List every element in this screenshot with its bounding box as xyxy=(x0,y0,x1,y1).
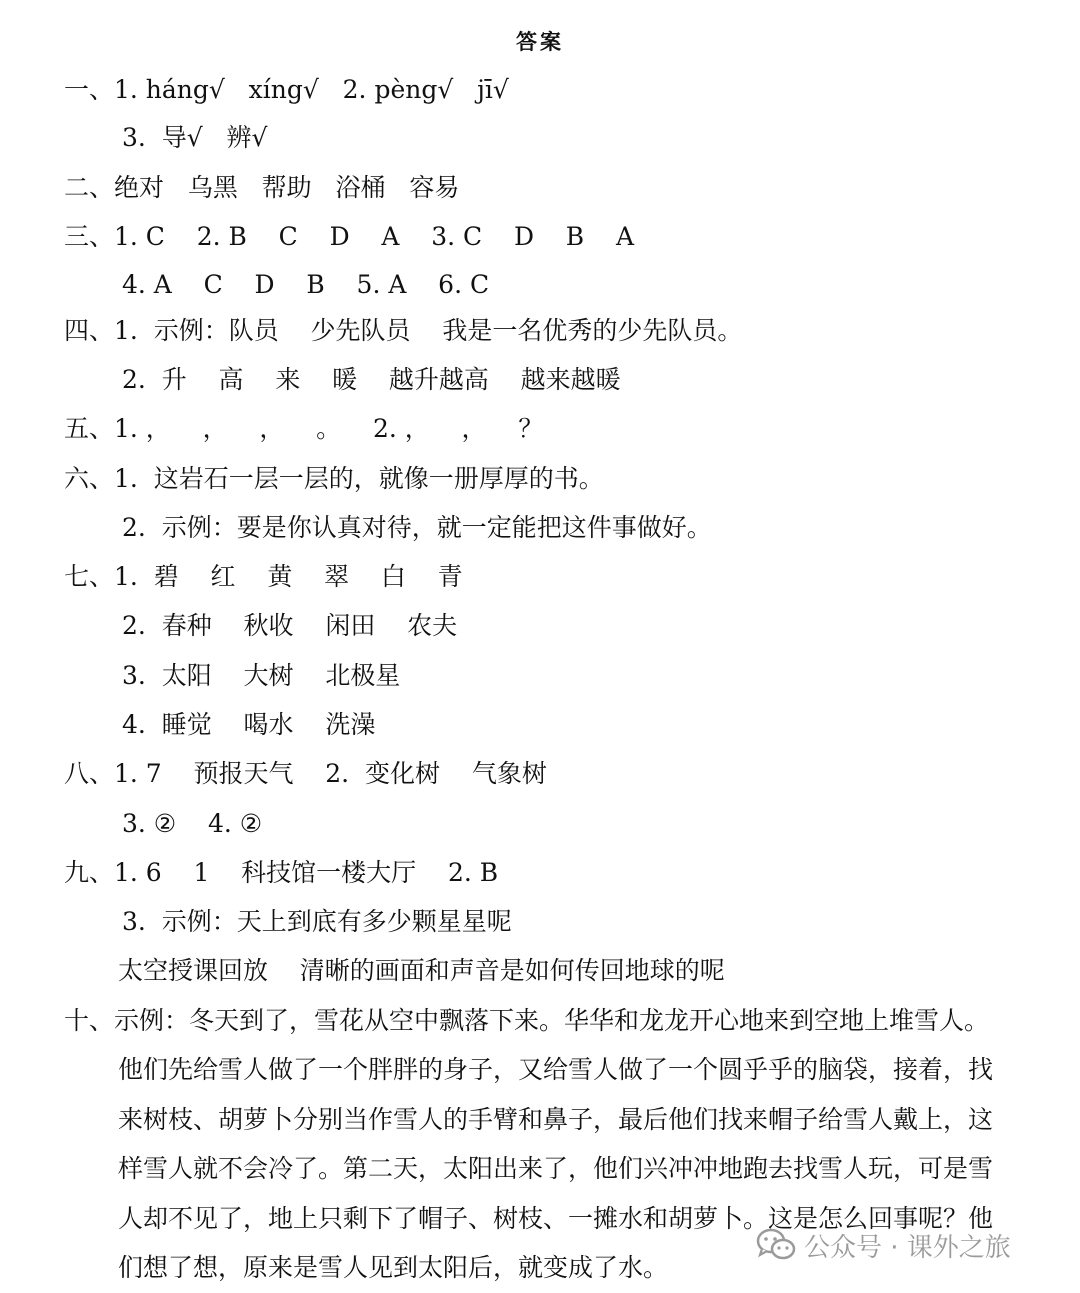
essay-line-2: 来树枝、胡萝卜分别当作雪人的手臂和鼻子，最后他们找来帽子给雪人戴上，这 xyxy=(118,1105,994,1134)
answer-line-10: 十、示例：冬天到了，雪花从空中飘落下来。华华和龙龙开心地来到空地上堆雪人。 xyxy=(64,1006,990,1035)
answer-line-1-1: 一、1. háng√ xíng√ 2. pèng√ jī√ xyxy=(64,75,509,104)
essay-line-1: 他们先给雪人做了一个胖胖的身子，又给雪人做了一个圆乎乎的脑袋，接着，找 xyxy=(118,1055,994,1084)
watermark-text: 公众号 · 课外之旅 xyxy=(804,1232,1011,1263)
answer-line-9-1: 九、1. 6 1 科技馆一楼大厅 2. B xyxy=(64,858,499,887)
answer-line-4-1: 四、1. 示例：队员 少先队员 我是一名优秀的少先队员。 xyxy=(64,316,743,345)
answer-line-7-1: 七、1. 碧 红 黄 翠 白 青 xyxy=(64,562,463,591)
answer-line-7-4: 4. 睡觉 喝水 洗澡 xyxy=(122,710,376,739)
answer-line-3-1: 三、1. C 2. B C D A 3. C D B A xyxy=(64,222,635,251)
answer-line-6-2: 2. 示例：要是你认真对待，就一定能把这件事做好。 xyxy=(122,513,712,542)
answer-line-2: 二、绝对 乌黑 帮助 浴桶 容易 xyxy=(64,173,460,202)
page-title: 答案 xyxy=(516,29,564,54)
essay-line-5: 们想了想，原来是雪人见到太阳后，就变成了水。 xyxy=(118,1253,669,1282)
essay-line-4: 人却不见了，地上只剩下了帽子、树枝、一摊水和胡萝卜。这是怎么回事呢？他 xyxy=(118,1204,994,1233)
answer-line-9-3b: 太空授课回放 清晰的画面和声音是如何传回地球的呢 xyxy=(118,956,725,985)
answer-line-8-1: 八、1. 7 预报天气 2. 变化树 气象树 xyxy=(64,759,547,788)
answer-line-3-4: 4. A C D B 5. A 6. C xyxy=(122,270,490,299)
answer-line-1-3: 3. 导√ 辨√ xyxy=(122,123,268,152)
answer-line-8-3: 3. ② 4. ② xyxy=(122,809,263,838)
answer-line-5: 五、1. ， ， ， 。 2. ， ， ？ xyxy=(64,414,544,443)
answer-line-4-2: 2. 升 高 来 暖 越升越高 越来越暖 xyxy=(122,365,621,394)
watermark xyxy=(756,1225,1011,1265)
essay-line-3: 样雪人就不会冷了。第二天，太阳出来了，他们兴冲冲地跑去找雪人玩，可是雪 xyxy=(118,1154,994,1183)
answer-line-6-1: 六、1. 这岩石一层一层的，就像一册厚厚的书。 xyxy=(64,464,604,493)
wechat-icon xyxy=(756,1228,796,1262)
answer-line-7-3: 3. 太阳 大树 北极星 xyxy=(122,661,401,690)
answer-line-9-3: 3. 示例：天上到底有多少颗星星呢 xyxy=(122,907,512,936)
answer-line-7-2: 2. 春种 秋收 闲田 农夫 xyxy=(122,611,458,640)
